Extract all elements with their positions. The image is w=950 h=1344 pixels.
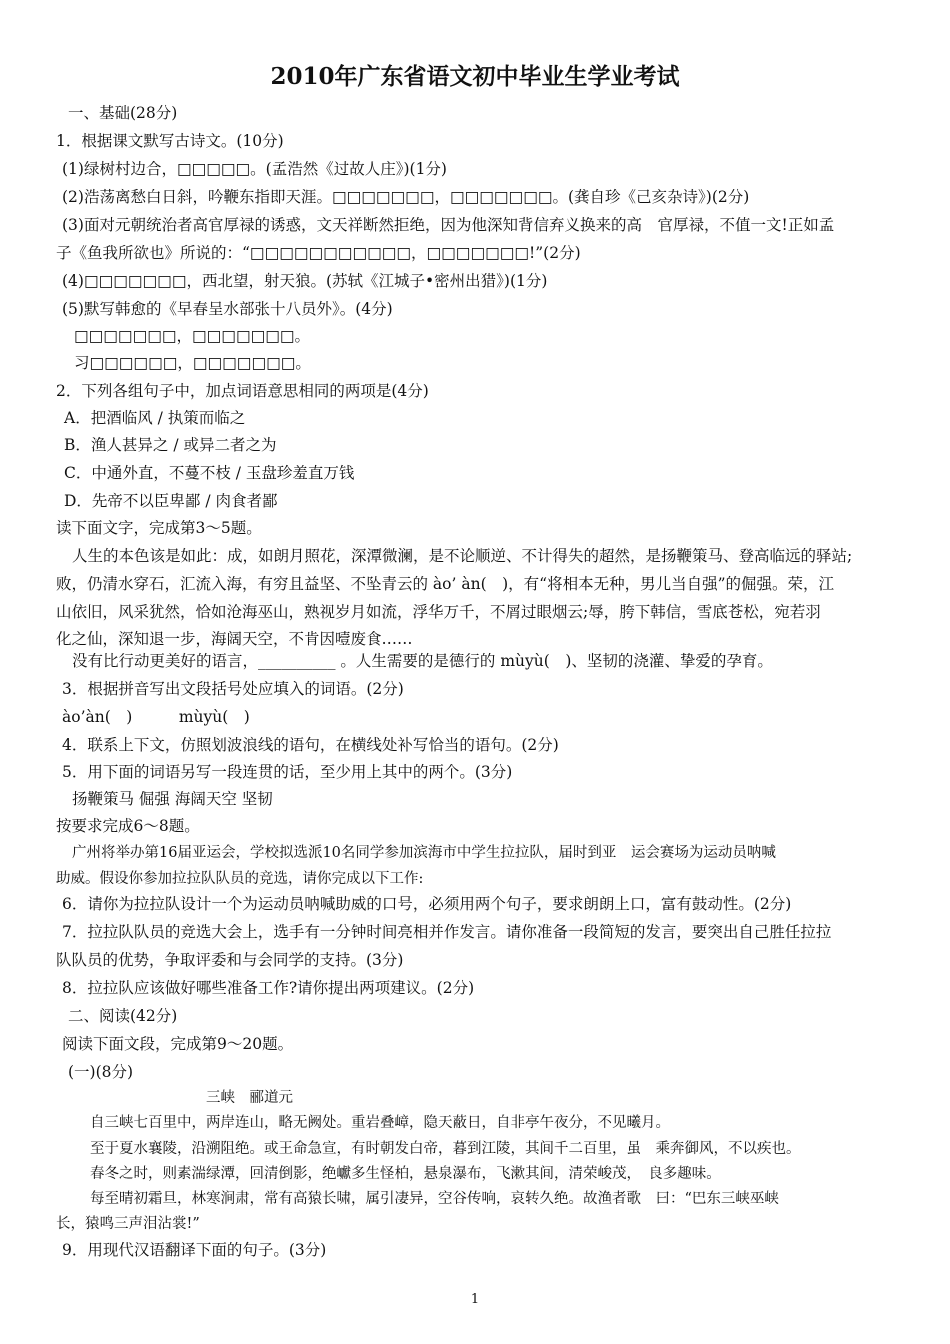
classical-text-line-1: 自三峡七百里中，两岸连山，略无阙处。重岩叠嶂，隐天蔽日，自非亭午夜分，不见曦月。 (90, 1115, 670, 1131)
question-1-part-2: (2)浩荡离愁白日斜，吟鞭东指即天涯。□□□□□□□，□□□□□□□。(龚自珍《己亥杂诗》)(2分) (62, 188, 750, 206)
page-title: 2010年广东省语文初中毕业生学业考试 (270, 63, 680, 90)
scenario-line-1: 广州将举办第16届亚运会，学校拟选派10名同学参加滨海市中学生拉拉队，届时到亚 运会赛场为运动员呐喊 (72, 845, 776, 861)
question-1-part-1: (1)绿树村边合，□□□□□。(孟浩然《过故人庄》)(1分) (62, 160, 447, 178)
question-5-word-list: 扬鞭策马 倔强 海阔天空 坚韧 (72, 790, 273, 808)
question-4: 4．联系上下文，仿照划波浪线的语句，在横线处补写恰当的语句。(2分) (62, 736, 559, 754)
section-basics-heading: 一、基础(28分) (68, 104, 178, 122)
question-9: 9．用现代汉语翻译下面的句子。(3分) (62, 1241, 327, 1259)
part-one-heading: (一)(8分) (68, 1063, 134, 1081)
question-1-part-4: (4)□□□□□□□，西北望，射天狼。(苏轼《江城子•密州出猎》)(1分) (62, 272, 548, 290)
passage-line-5: 没有比行动更美好的语言，__________ 。人生需要的是德行的 mùyù( )、坚韧的浇灌、挚爱的孕育。 (72, 652, 773, 670)
poem-blank-line-1: □□□□□□□，□□□□□□□。 (74, 327, 311, 345)
classical-text-line-5: 长，猿鸣三声泪沾裳!” (56, 1216, 200, 1232)
passage-line-1: 人生的本色该是如此：成，如朗月照花，深潭微澜，是不论顺逆、不计得失的超然，是扬鞭策马、登高临远的驿站; (72, 547, 853, 565)
reading-instruction-3-5: 读下面文字，完成第3～5题。 (56, 519, 262, 537)
question-6: 6．请你为拉拉队设计一个为运动员呐喊助威的口号，必须用两个句子，要求朗朗上口，富有鼓动性。(2分) (62, 895, 792, 913)
text-title-sanxia: 三峡 郦道元 (206, 1090, 293, 1106)
question-1-part-3-cont: 子《鱼我所欲也》所说的：“□□□□□□□□□□□，□□□□□□□!”(2分) (56, 244, 581, 262)
question-1-part-3: (3)面对元朝统治者高官厚禄的诱惑，文天祥断然拒绝，因为他深知背信弃义换来的高 官厚禄，不值一文!正如孟 (62, 216, 835, 234)
classical-text-line-3: 春冬之时，则素湍绿潭，回清倒影，绝巘多生怪柏，悬泉瀑布，飞漱其间，清荣峻茂， 良多趣味。 (90, 1166, 721, 1182)
question-8: 8．拉拉队应该做好哪些准备工作?请你提出两项建议。(2分) (62, 979, 475, 997)
question-7-cont: 队队员的优势，争取评委和与会同学的支持。(3分) (56, 951, 404, 969)
question-1: 1．根据课文默写古诗文。(10分) (56, 132, 284, 150)
question-3-answer-slots: ào’àn( ) mùyù( ) (62, 708, 250, 726)
classical-text-line-2: 至于夏水襄陵，沿溯阻绝。或王命急宣，有时朝发白帝，暮到江陵，其间千二百里，虽 乘奔御风，不以疾也。 (90, 1141, 801, 1157)
question-7: 7．拉拉队队员的竞选大会上，选手有一分钟时间亮相并作发言。请你准备一段简短的发言，要突出自己胜任拉拉 (62, 923, 832, 941)
question-2: 2．下列各组句子中，加点词语意思相同的两项是(4分) (56, 382, 429, 400)
question-5: 5．用下面的词语另写一段连贯的话，至少用上其中的两个。(3分) (62, 763, 513, 781)
question-3: 3．根据拼音写出文段括号处应填入的词语。(2分) (62, 680, 404, 698)
question-2-option-d: D．先帝不以臣卑鄙 / 肉食者鄙 (64, 492, 278, 510)
classical-text-line-4: 每至晴初霜旦，林寒涧肃，常有高猿长啸，属引凄异，空谷传响，哀转久绝。故渔者歌 曰：“巴东三峡巫峡 (90, 1191, 779, 1207)
question-1-part-5: (5)默写韩愈的《早春呈水部张十八员外》。(4分) (62, 300, 393, 318)
passage-line-4: 化之仙，深知退一步，海阔天空，不肯因噎废食…… (56, 630, 413, 648)
question-2-option-b: B．渔人甚异之 / 或异二者之为 (64, 436, 277, 454)
instruction-6-8: 按要求完成6～8题。 (56, 817, 200, 835)
scenario-line-2: 助威。假设你参加拉拉队队员的竞选，请你完成以下工作: (56, 871, 424, 887)
question-2-option-a: A．把酒临风 / 执策而临之 (64, 409, 246, 427)
section-reading-heading: 二、阅读(42分) (68, 1007, 178, 1025)
passage-line-3: 山依旧，风采犹然，恰如沧海巫山，熟视岁月如流，浮华万千，不屑过眼烟云;辱，胯下韩信，雪底苍松，宛若羽 (56, 603, 821, 621)
reading-instruction-9-20: 阅读下面文段，完成第9～20题。 (62, 1035, 294, 1053)
page-number: 1 (470, 1292, 480, 1307)
passage-line-2: 败，仍清水穿石，汇流入海，有穷且益坚、不坠青云的 ào’ àn( )，有“将相本无种，男儿当自强”的倔强。荣，江 (56, 575, 835, 593)
poem-blank-line-2: 习□□□□□□，□□□□□□□。 (74, 354, 311, 372)
question-2-option-c: C．中通外直，不蔓不枝 / 玉盘珍羞直万钱 (64, 464, 355, 482)
